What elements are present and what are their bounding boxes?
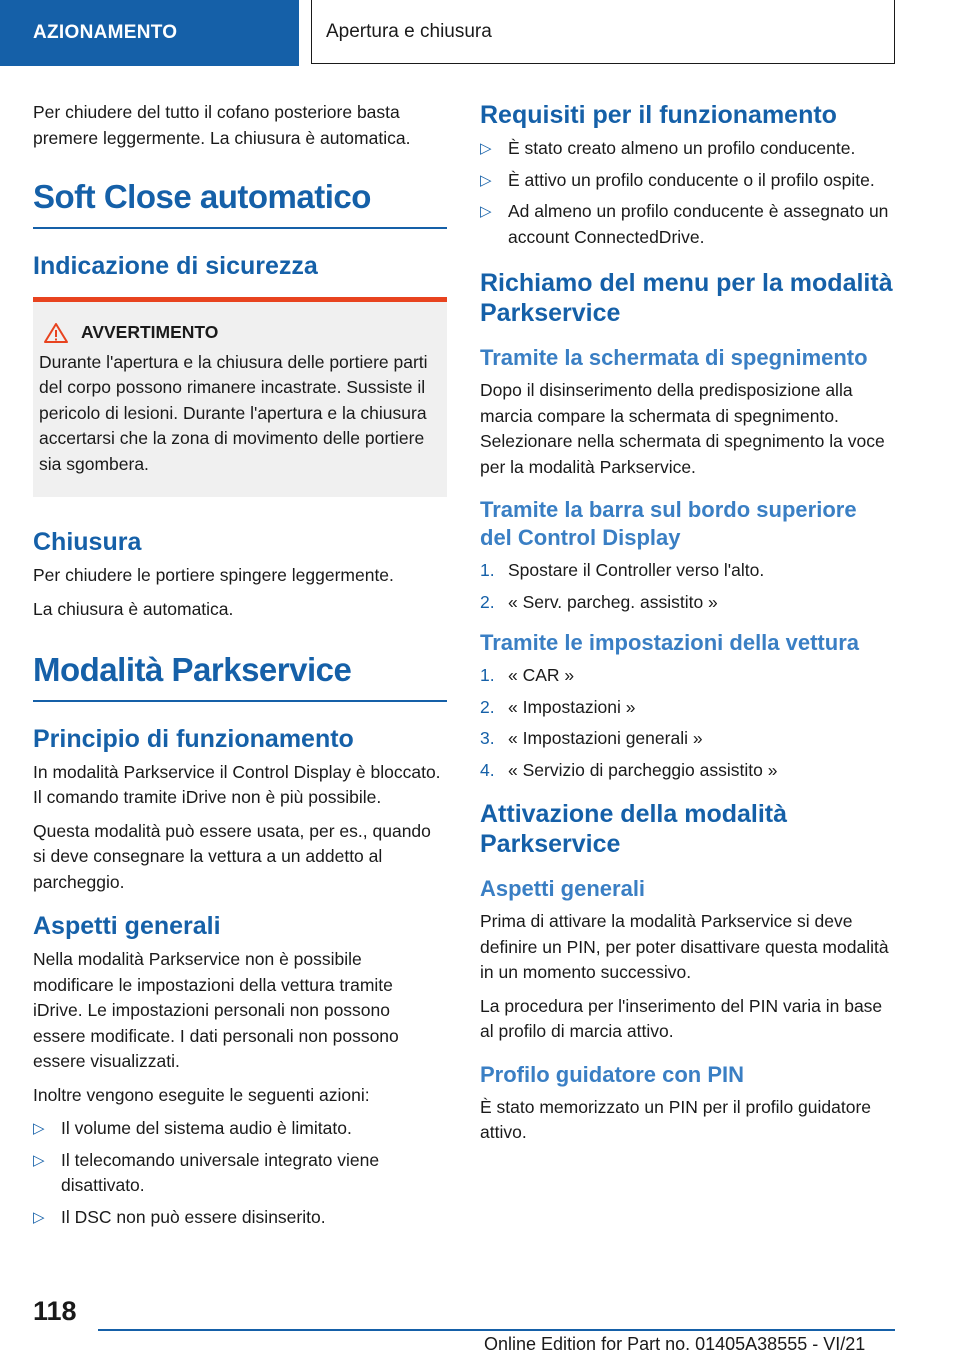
list-item: ▷ Il DSC non può essere disinserito. bbox=[33, 1205, 447, 1231]
aspetti-paragraph: Inoltre vengono eseguite le seguenti azioni: bbox=[33, 1084, 370, 1105]
left-column bbox=[33, 100, 447, 1238]
barra-steps bbox=[480, 558, 894, 615]
list-item: ▷ È attivo un profilo conducente o il profilo ospite. bbox=[480, 168, 894, 194]
soft-close-heading: Soft Close automatico bbox=[33, 178, 371, 215]
page-number: 118 bbox=[33, 1296, 77, 1326]
chiusura-paragraph: La chiusura è automatica. bbox=[33, 598, 234, 619]
intro-paragraph: Per chiudere del tutto il cofano posteriore basta premere leggermente. La chiusura è automatica. bbox=[33, 102, 411, 148]
aspetti-right-heading: Aspetti generali bbox=[480, 876, 646, 901]
attivazione-heading: Attivazione della modalità Parkservice bbox=[480, 800, 788, 858]
richiamo-heading: Richiamo del menu per la modalità Parkservice bbox=[480, 269, 893, 327]
triangle-right-icon: ▷ bbox=[480, 140, 492, 157]
list-item: 2. « Impostazioni » bbox=[480, 696, 636, 717]
triangle-right-icon: ▷ bbox=[33, 1151, 45, 1169]
right-column bbox=[480, 100, 894, 1154]
section-tab bbox=[0, 0, 299, 66]
aspetti-right-paragraph: La procedura per l'inserimento del PIN varia in base al profilo di marcia attivo. bbox=[480, 995, 883, 1041]
footer-divider bbox=[98, 1329, 895, 1331]
principio-paragraph: Questa modalità può essere usata, per es., quando si deve consegnare la vettura a un addetto al parcheggio. bbox=[33, 820, 431, 892]
requisiti-heading: Requisiti per il funzionamento bbox=[480, 101, 837, 129]
list-item: 2. « Serv. parcheg. assistito » bbox=[480, 591, 718, 612]
principio-paragraph: In modalità Parkservice il Control Display è bloccato. Il comando tramite iDrive non è più possibile. bbox=[33, 761, 441, 807]
triangle-right-icon: ▷ bbox=[33, 1208, 45, 1226]
section-title: AZIONAMENTO bbox=[33, 22, 178, 43]
list-item: ▷ È stato creato almeno un profilo conducente. bbox=[480, 136, 894, 162]
impostazioni-steps bbox=[480, 663, 894, 783]
warning-box bbox=[33, 297, 447, 498]
list-item: 3. « Impostazioni generali » bbox=[480, 728, 703, 748]
requisiti-list bbox=[480, 136, 894, 250]
triangle-right-icon: ▷ bbox=[480, 171, 492, 189]
aspetti-heading: Aspetti generali bbox=[33, 912, 221, 940]
spegnimento-paragraph: Dopo il disinserimento della predisposizione alla marcia compare la schermata di spegnimento. Selezionare nella schermata di spegnimento la voce per la modalità Parkservice. bbox=[480, 380, 885, 477]
triangle-right-icon: ▷ bbox=[480, 203, 492, 220]
aspetti-right-paragraph: Prima di attivare la modalità Parkservice si deve definire un PIN, per poter disattivare questa modalità in un momento successivo. bbox=[480, 911, 889, 982]
chiusura-heading: Chiusura bbox=[33, 528, 142, 556]
list-item: ▷ Il volume del sistema audio è limitato. bbox=[33, 1116, 447, 1142]
list-item: 1. « CAR » bbox=[480, 665, 575, 685]
spegnimento-heading: Tramite la schermata di spegnimento bbox=[480, 345, 868, 370]
list-item: ▷ Ad almeno un profilo conducente è assegnato un account ConnectedDrive. bbox=[480, 201, 889, 247]
barra-heading: Tramite la barra sul bordo superiore del Control Display bbox=[480, 497, 857, 550]
chapter-header bbox=[311, 0, 895, 64]
triangle-right-icon: ▷ bbox=[33, 1120, 45, 1137]
warning-triangle-icon bbox=[43, 322, 69, 344]
principio-heading: Principio di funzionamento bbox=[33, 724, 354, 753]
heading-divider bbox=[33, 700, 447, 702]
profilo-heading: Profilo guidatore con PIN bbox=[480, 1061, 745, 1087]
heading-divider bbox=[33, 227, 447, 229]
list-item: 4. « Servizio di parcheggio assistito » bbox=[480, 759, 778, 780]
list-item: 1. Spostare il Controller verso l'alto. bbox=[480, 560, 765, 580]
impostazioni-heading: Tramite le impostazioni della vettura bbox=[480, 630, 859, 655]
aspetti-paragraph: Nella modalità Parkservice non è possibile modificare le impostazioni della vettura tramite iDrive. Le impostazioni personali non possono essere modificate. I dati personali non possono essere visualizzati. bbox=[33, 949, 399, 1071]
actions-list bbox=[33, 1116, 447, 1230]
parkservice-heading: Modalità Parkservice bbox=[33, 651, 352, 688]
chiusura-paragraph: Per chiudere le portiere spingere leggermente. bbox=[33, 565, 394, 585]
edition-label: Online Edition for Part no. 01405A38555 - VI/21 bbox=[484, 1334, 866, 1354]
warning-title: AVVERTIMENTO bbox=[81, 322, 219, 342]
warning-text: Durante l'apertura e la chiusura delle portiere parti del corpo possono rimanere incastrate. Sussiste il pericolo di lesioni. Durante l'apertura e la chiusura accertarsi che la zona di movimento delle portiere sia sgombera. bbox=[39, 351, 428, 474]
profilo-paragraph: È stato memorizzato un PIN per il profilo guidatore attivo. bbox=[480, 1096, 872, 1142]
list-item: ▷ Il telecomando universale integrato viene disattivato. bbox=[33, 1149, 380, 1195]
safety-heading: Indicazione di sicurezza bbox=[33, 251, 318, 280]
warning-header bbox=[39, 322, 441, 344]
chapter-title: Apertura e chiusura bbox=[326, 20, 492, 42]
